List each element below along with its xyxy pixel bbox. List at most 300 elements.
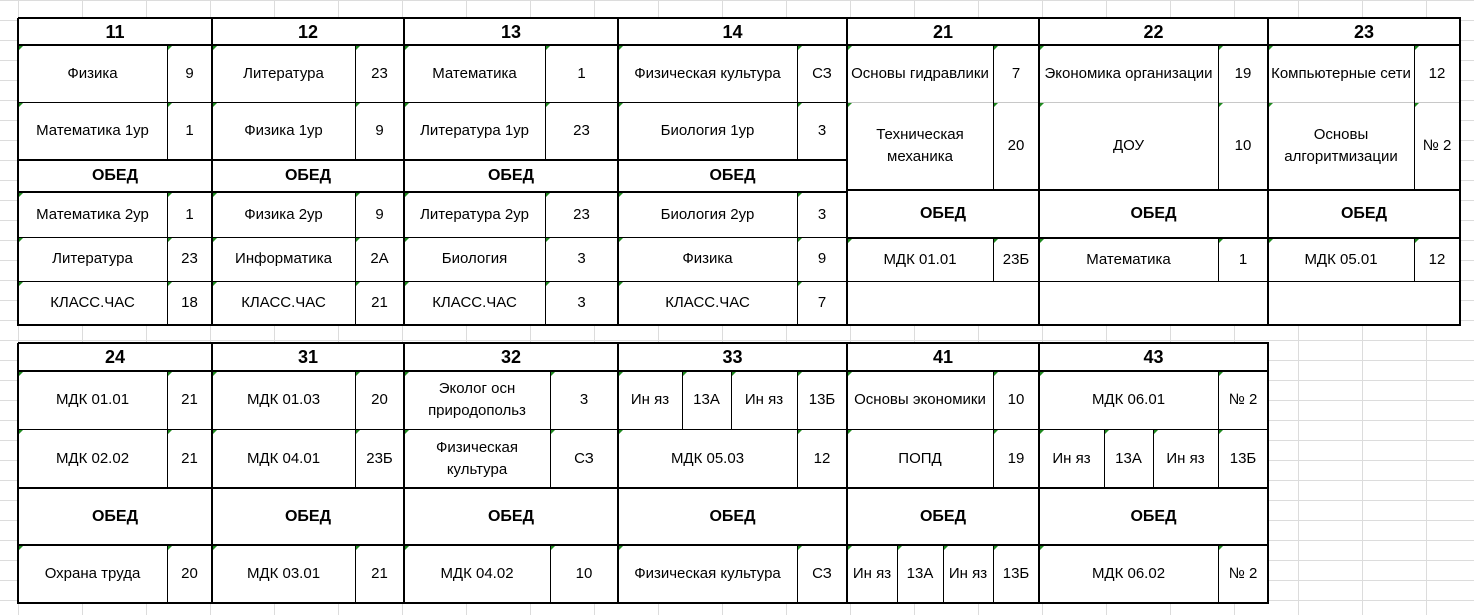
- room-cell[interactable]: [682, 371, 731, 429]
- cell-text: СЗ: [574, 449, 594, 467]
- cell-text: МДК 05.01: [1304, 250, 1378, 268]
- subject-cell[interactable]: [404, 371, 550, 429]
- room-cell[interactable]: [897, 545, 943, 603]
- cell-text: КЛАСС.ЧАС: [432, 294, 517, 311]
- room-cell[interactable]: [1414, 102, 1460, 190]
- grid-line: [550, 371, 551, 489]
- cell-text: 43: [1143, 347, 1164, 367]
- cell-text: 20: [371, 391, 388, 408]
- lunch-cell[interactable]: [212, 160, 404, 192]
- subject-cell[interactable]: [618, 102, 797, 160]
- grid-line: [1218, 429, 1219, 489]
- lunch-cell[interactable]: [618, 488, 847, 545]
- grid-line: [847, 281, 1461, 282]
- room-cell[interactable]: [545, 102, 618, 160]
- subject-cell[interactable]: [618, 237, 797, 281]
- cell-text: Биология 1ур: [660, 122, 755, 139]
- lunch-cell[interactable]: [847, 190, 1039, 238]
- subject-cell[interactable]: [618, 45, 797, 102]
- grid-line: [1459, 18, 1461, 326]
- cell-text: КЛАСС.ЧАС: [50, 294, 135, 311]
- cell-text: 13Б: [808, 391, 836, 408]
- grid-line: [18, 159, 848, 161]
- grid-line: [1038, 18, 1040, 326]
- subject-cell[interactable]: [18, 102, 167, 160]
- subject-cell[interactable]: [212, 192, 355, 237]
- lunch-cell[interactable]: [404, 488, 618, 545]
- grid-line: [211, 18, 213, 326]
- grid-line: [18, 324, 1461, 326]
- subject-cell[interactable]: [1039, 45, 1218, 102]
- cell-text: 21: [371, 565, 388, 582]
- room-cell[interactable]: [167, 45, 212, 102]
- room-cell[interactable]: [545, 45, 618, 102]
- cell-text: Литература 1ур: [420, 122, 529, 139]
- room-cell[interactable]: [550, 371, 618, 429]
- subject-cell[interactable]: [943, 545, 993, 603]
- cell-text: 3: [817, 122, 827, 139]
- room-cell[interactable]: [545, 281, 618, 325]
- group-header[interactable]: [1039, 18, 1268, 45]
- subject-cell[interactable]: [18, 192, 167, 237]
- cell-text: 22: [1143, 21, 1164, 42]
- cell-text: 11: [105, 21, 125, 42]
- subject-cell[interactable]: [212, 545, 355, 603]
- subject-cell[interactable]: [212, 237, 355, 281]
- subject-cell[interactable]: [18, 429, 167, 488]
- room-cell[interactable]: [1218, 45, 1268, 102]
- subject-cell[interactable]: [18, 545, 167, 603]
- room-cell[interactable]: [355, 45, 404, 102]
- room-cell[interactable]: [550, 429, 618, 488]
- subject-cell[interactable]: [731, 371, 797, 429]
- grid-line: [17, 343, 19, 604]
- cell-text: Техническая механика: [876, 126, 964, 165]
- room-cell[interactable]: [993, 102, 1039, 190]
- subject-cell[interactable]: [1039, 238, 1218, 281]
- room-cell[interactable]: [167, 192, 212, 237]
- cell-text: 23: [371, 64, 388, 82]
- group-header[interactable]: [847, 18, 1039, 45]
- cell-text: Основы алгоритмизации: [1284, 126, 1398, 165]
- lunch-cell[interactable]: [18, 160, 212, 192]
- room-cell[interactable]: [797, 429, 847, 488]
- room-cell[interactable]: [797, 102, 847, 160]
- grid-line: [18, 487, 1269, 489]
- cell-text: 24: [104, 347, 126, 367]
- room-cell[interactable]: [167, 237, 212, 281]
- grid-line: [943, 545, 944, 604]
- group-header[interactable]: [618, 18, 847, 45]
- cell-text: МДК 05.03: [670, 449, 745, 467]
- cell-text: 13: [500, 21, 522, 42]
- cell-text: Основы экономики: [854, 391, 986, 408]
- cell-text: 23Б: [366, 449, 393, 467]
- grid-line: [617, 343, 619, 604]
- cell-text: ДОУ: [1112, 137, 1145, 154]
- room-cell[interactable]: [545, 192, 618, 237]
- cell-text: 20: [1007, 137, 1025, 154]
- subject-cell[interactable]: [212, 429, 355, 488]
- cell-text: 10: [1007, 391, 1025, 408]
- cell-text: ОБЕД: [487, 167, 534, 184]
- cell-text: 23: [573, 205, 590, 223]
- cell-text: МДК 01.03: [246, 391, 321, 408]
- lunch-cell[interactable]: [1039, 488, 1268, 545]
- empty-cell[interactable]: [1268, 281, 1460, 325]
- lunch-cell[interactable]: [1268, 190, 1460, 238]
- grid-line: [550, 545, 551, 604]
- cell-text: Математика: [432, 64, 517, 82]
- room-cell[interactable]: [1218, 429, 1268, 488]
- cell-text: 1: [577, 64, 586, 82]
- room-cell[interactable]: [797, 281, 847, 325]
- room-cell[interactable]: [167, 545, 212, 603]
- cell-text: Биология 2ур: [660, 205, 755, 223]
- cell-text: 9: [185, 64, 194, 82]
- cell-text: 7: [817, 294, 827, 311]
- subject-cell[interactable]: [847, 429, 993, 488]
- grid-line: [731, 371, 732, 430]
- group-header[interactable]: [404, 343, 618, 371]
- grid-line: [993, 238, 994, 282]
- subject-cell[interactable]: [618, 429, 797, 488]
- cell-text: ОБЕД: [284, 167, 331, 184]
- cell-text: 12: [1428, 64, 1446, 82]
- cell-text: Физика 1ур: [244, 122, 323, 139]
- cell-text: Ин яз: [744, 391, 784, 408]
- cell-text: МДК 04.02: [440, 565, 514, 582]
- grid-line: [1218, 371, 1219, 430]
- lunch-cell[interactable]: [18, 488, 212, 545]
- cell-text: МДК 01.01: [883, 250, 957, 268]
- group-header[interactable]: [847, 343, 1039, 371]
- room-cell[interactable]: [1414, 238, 1460, 281]
- cell-text: 12: [1428, 250, 1446, 268]
- cell-text: ОБЕД: [1340, 205, 1387, 222]
- subject-cell[interactable]: [1039, 102, 1218, 190]
- grid-line: [1218, 45, 1219, 191]
- grid-line: [797, 45, 798, 161]
- cell-text: Физика: [682, 250, 733, 267]
- cell-text: МДК 01.01: [55, 391, 130, 408]
- cell-text: 21: [371, 294, 388, 311]
- cell-text: Литература: [243, 64, 324, 82]
- room-cell[interactable]: [167, 429, 212, 488]
- room-cell[interactable]: [1218, 238, 1268, 281]
- room-cell[interactable]: [1104, 429, 1153, 488]
- cell-text: ОБЕД: [709, 507, 756, 525]
- cell-text: Биология: [441, 250, 508, 267]
- cell-text: 41: [932, 347, 954, 367]
- room-cell[interactable]: [355, 102, 404, 160]
- room-cell[interactable]: [355, 281, 404, 325]
- group-header[interactable]: [1268, 18, 1460, 45]
- cell-text: Ин яз: [1052, 449, 1091, 467]
- cell-text: 33: [722, 347, 743, 367]
- cell-text: ОБЕД: [1130, 205, 1177, 222]
- grid-line: [847, 237, 1461, 239]
- cell-text: 3: [579, 391, 589, 408]
- room-cell[interactable]: [797, 545, 847, 603]
- cell-text: Экономика организации: [1044, 64, 1213, 82]
- subject-cell[interactable]: [618, 192, 797, 237]
- grid-line: [847, 189, 1461, 191]
- cell-text: МДК 04.01: [246, 449, 321, 467]
- grid-line: [355, 45, 356, 161]
- empty-cell[interactable]: [847, 281, 1039, 325]
- grid-line: [1267, 343, 1269, 604]
- room-cell[interactable]: [355, 545, 404, 603]
- grid-line: [1218, 545, 1219, 604]
- cell-text: 20: [181, 565, 198, 582]
- room-cell[interactable]: [167, 102, 212, 160]
- subject-cell[interactable]: [847, 371, 993, 429]
- grid-line: [18, 44, 1461, 46]
- grid-line: [617, 18, 619, 326]
- grid-line: [167, 192, 168, 326]
- grid-line: [355, 371, 356, 489]
- cell-text: 13А: [906, 565, 934, 582]
- group-header[interactable]: [212, 18, 404, 45]
- cell-text: 23Б: [1002, 250, 1030, 268]
- room-cell[interactable]: [797, 192, 847, 237]
- room-cell[interactable]: [545, 237, 618, 281]
- cell-text: Математика 2ур: [36, 205, 149, 223]
- cell-text: Физическая культура: [634, 64, 781, 82]
- cell-text: Физика 2ур: [244, 205, 323, 223]
- cell-text: 7: [1011, 64, 1021, 82]
- room-cell[interactable]: [797, 237, 847, 281]
- cell-text: 19: [1007, 449, 1025, 467]
- grid-line: [993, 45, 994, 191]
- grid-line: [18, 191, 848, 193]
- cell-text: ОБЕД: [284, 507, 331, 525]
- subject-cell[interactable]: [212, 371, 355, 429]
- room-cell[interactable]: [993, 429, 1039, 488]
- cell-text: ОБЕД: [487, 507, 534, 525]
- grid-line: [1267, 18, 1269, 326]
- lunch-cell[interactable]: [404, 160, 618, 192]
- grid-line: [545, 192, 546, 326]
- cell-text: Литература 2ур: [420, 205, 529, 223]
- cell-text: 9: [375, 122, 384, 139]
- subject-cell[interactable]: [18, 281, 167, 325]
- grid-line: [797, 545, 798, 604]
- group-header[interactable]: [618, 343, 847, 371]
- cell-text: СЗ: [812, 64, 832, 82]
- room-cell[interactable]: [797, 371, 847, 429]
- cell-text: 14: [722, 21, 743, 42]
- subject-cell[interactable]: [404, 237, 545, 281]
- cell-text: 13Б: [1002, 565, 1030, 582]
- grid-line: [18, 281, 848, 282]
- lunch-cell[interactable]: [618, 160, 847, 192]
- cell-text: Информатика: [235, 250, 332, 267]
- subject-cell[interactable]: [1039, 371, 1218, 429]
- cell-text: 21: [181, 391, 198, 408]
- grid-line: [167, 545, 168, 604]
- room-cell[interactable]: [993, 371, 1039, 429]
- room-cell[interactable]: [355, 192, 404, 237]
- grid-line: [211, 343, 213, 604]
- cell-text: 21: [932, 21, 954, 42]
- room-cell[interactable]: [167, 281, 212, 325]
- cell-text: ОБЕД: [919, 205, 966, 222]
- room-cell[interactable]: [993, 238, 1039, 281]
- grid-line: [18, 17, 1461, 19]
- cell-text: Ин яз: [852, 565, 892, 582]
- room-cell[interactable]: [1218, 545, 1268, 603]
- subject-cell[interactable]: [18, 371, 167, 429]
- cell-text: № 2: [1422, 137, 1452, 154]
- cell-text: СЗ: [812, 565, 832, 582]
- subject-cell[interactable]: [404, 192, 545, 237]
- cell-text: Компьютерные сети: [1271, 64, 1411, 82]
- subject-cell[interactable]: [1268, 45, 1414, 102]
- grid-line: [18, 370, 1269, 372]
- grid-line: [1414, 45, 1415, 191]
- cell-text: 3: [577, 250, 586, 267]
- subject-cell[interactable]: [1153, 429, 1218, 488]
- room-cell[interactable]: [1218, 102, 1268, 190]
- cell-text: 13Б: [1229, 449, 1257, 467]
- grid-line: [18, 342, 1269, 344]
- cell-text: КЛАСС.ЧАС: [241, 294, 326, 311]
- cell-text: 1: [1238, 250, 1248, 268]
- grid-line: [1104, 429, 1105, 489]
- grid-line: [1038, 343, 1040, 604]
- room-cell[interactable]: [550, 545, 618, 603]
- room-cell[interactable]: [1218, 371, 1268, 429]
- room-cell[interactable]: [993, 45, 1039, 102]
- subject-cell[interactable]: [618, 545, 797, 603]
- grid-line: [993, 545, 994, 604]
- grid-line: [167, 371, 168, 489]
- cell-text: МДК 06.01: [1091, 391, 1166, 408]
- cell-text: 10: [1234, 137, 1252, 154]
- group-header[interactable]: [18, 18, 212, 45]
- grid-line: [682, 371, 683, 430]
- cell-text: Эколог осн природопольз: [428, 380, 526, 419]
- cell-text: ОБЕД: [91, 507, 138, 525]
- room-cell[interactable]: [993, 545, 1039, 603]
- cell-text: 1: [185, 205, 194, 223]
- cell-text: ОБЕД: [919, 507, 966, 525]
- cell-text: Ин яз: [630, 391, 670, 408]
- subject-cell[interactable]: [1268, 102, 1414, 190]
- cell-text: 3: [577, 294, 586, 311]
- cell-text: 13А: [1115, 449, 1142, 467]
- cell-text: 2А: [370, 250, 389, 267]
- cell-text: 10: [575, 565, 593, 582]
- subject-cell[interactable]: [18, 45, 167, 102]
- lunch-cell[interactable]: [1039, 190, 1268, 238]
- group-header[interactable]: [1039, 343, 1268, 371]
- cell-text: Физическая культура: [435, 438, 519, 478]
- lunch-cell[interactable]: [212, 488, 404, 545]
- cell-text: Литература: [52, 250, 133, 267]
- cell-text: Математика 1ур: [36, 122, 149, 139]
- subject-cell[interactable]: [618, 281, 797, 325]
- cell-text: 3: [817, 205, 827, 223]
- room-cell[interactable]: [355, 429, 404, 488]
- subject-cell[interactable]: [18, 237, 167, 281]
- cell-text: Физика: [67, 64, 118, 82]
- subject-cell[interactable]: [212, 102, 355, 160]
- subject-cell[interactable]: [212, 281, 355, 325]
- group-header[interactable]: [18, 343, 212, 371]
- cell-text: № 2: [1228, 391, 1258, 408]
- grid-line: [18, 602, 1269, 604]
- subject-cell[interactable]: [1039, 429, 1104, 488]
- subject-cell[interactable]: [1039, 545, 1218, 603]
- cell-text: ОБЕД: [1130, 507, 1177, 525]
- subject-cell[interactable]: [404, 281, 545, 325]
- grid-line: [797, 192, 798, 326]
- subject-cell[interactable]: [847, 45, 993, 102]
- cell-text: Ин яз: [1166, 449, 1205, 467]
- room-cell[interactable]: [1414, 45, 1460, 102]
- subject-cell[interactable]: [212, 45, 355, 102]
- cell-text: Основы гидравлики: [851, 64, 989, 82]
- room-cell[interactable]: [355, 237, 404, 281]
- grid-line: [167, 45, 168, 161]
- cell-text: 9: [817, 250, 827, 267]
- room-cell[interactable]: [167, 371, 212, 429]
- subject-cell[interactable]: [1268, 238, 1414, 281]
- cell-text: 23: [573, 122, 590, 139]
- grid-line: [17, 18, 19, 326]
- cell-text: ОБЕД: [709, 167, 756, 184]
- grid-line: [797, 429, 798, 489]
- subject-cell[interactable]: [847, 545, 897, 603]
- subject-cell[interactable]: [404, 45, 545, 102]
- cell-text: 18: [181, 294, 198, 311]
- subject-cell[interactable]: [404, 545, 550, 603]
- grid-line: [846, 343, 848, 604]
- cell-text: ОБЕД: [91, 167, 138, 184]
- group-header[interactable]: [212, 343, 404, 371]
- cell-text: ПОПД: [898, 449, 942, 467]
- cell-text: МДК 03.01: [246, 565, 321, 582]
- subject-cell[interactable]: [847, 102, 993, 190]
- cell-text: 32: [500, 347, 522, 367]
- grid-line: [355, 192, 356, 326]
- cell-text: 12: [297, 21, 319, 42]
- room-cell[interactable]: [355, 371, 404, 429]
- cell-text: № 2: [1228, 565, 1258, 582]
- grid-line: [846, 18, 848, 326]
- empty-cell[interactable]: [1039, 281, 1268, 325]
- subject-cell[interactable]: [404, 429, 550, 488]
- lunch-cell[interactable]: [847, 488, 1039, 545]
- cell-text: 31: [297, 347, 319, 367]
- cell-text: МДК 06.02: [1091, 565, 1166, 582]
- grid-line: [1218, 238, 1219, 282]
- grid-line: [18, 429, 1269, 430]
- group-header[interactable]: [404, 18, 618, 45]
- grid-line: [18, 544, 1269, 546]
- cell-text: 9: [375, 205, 384, 223]
- cell-text: 13А: [693, 391, 720, 408]
- subject-cell[interactable]: [404, 102, 545, 160]
- grid-line: [545, 45, 546, 161]
- room-cell[interactable]: [797, 45, 847, 102]
- subject-cell[interactable]: [618, 371, 682, 429]
- cell-text: 1: [185, 122, 194, 139]
- subject-cell[interactable]: [847, 238, 993, 281]
